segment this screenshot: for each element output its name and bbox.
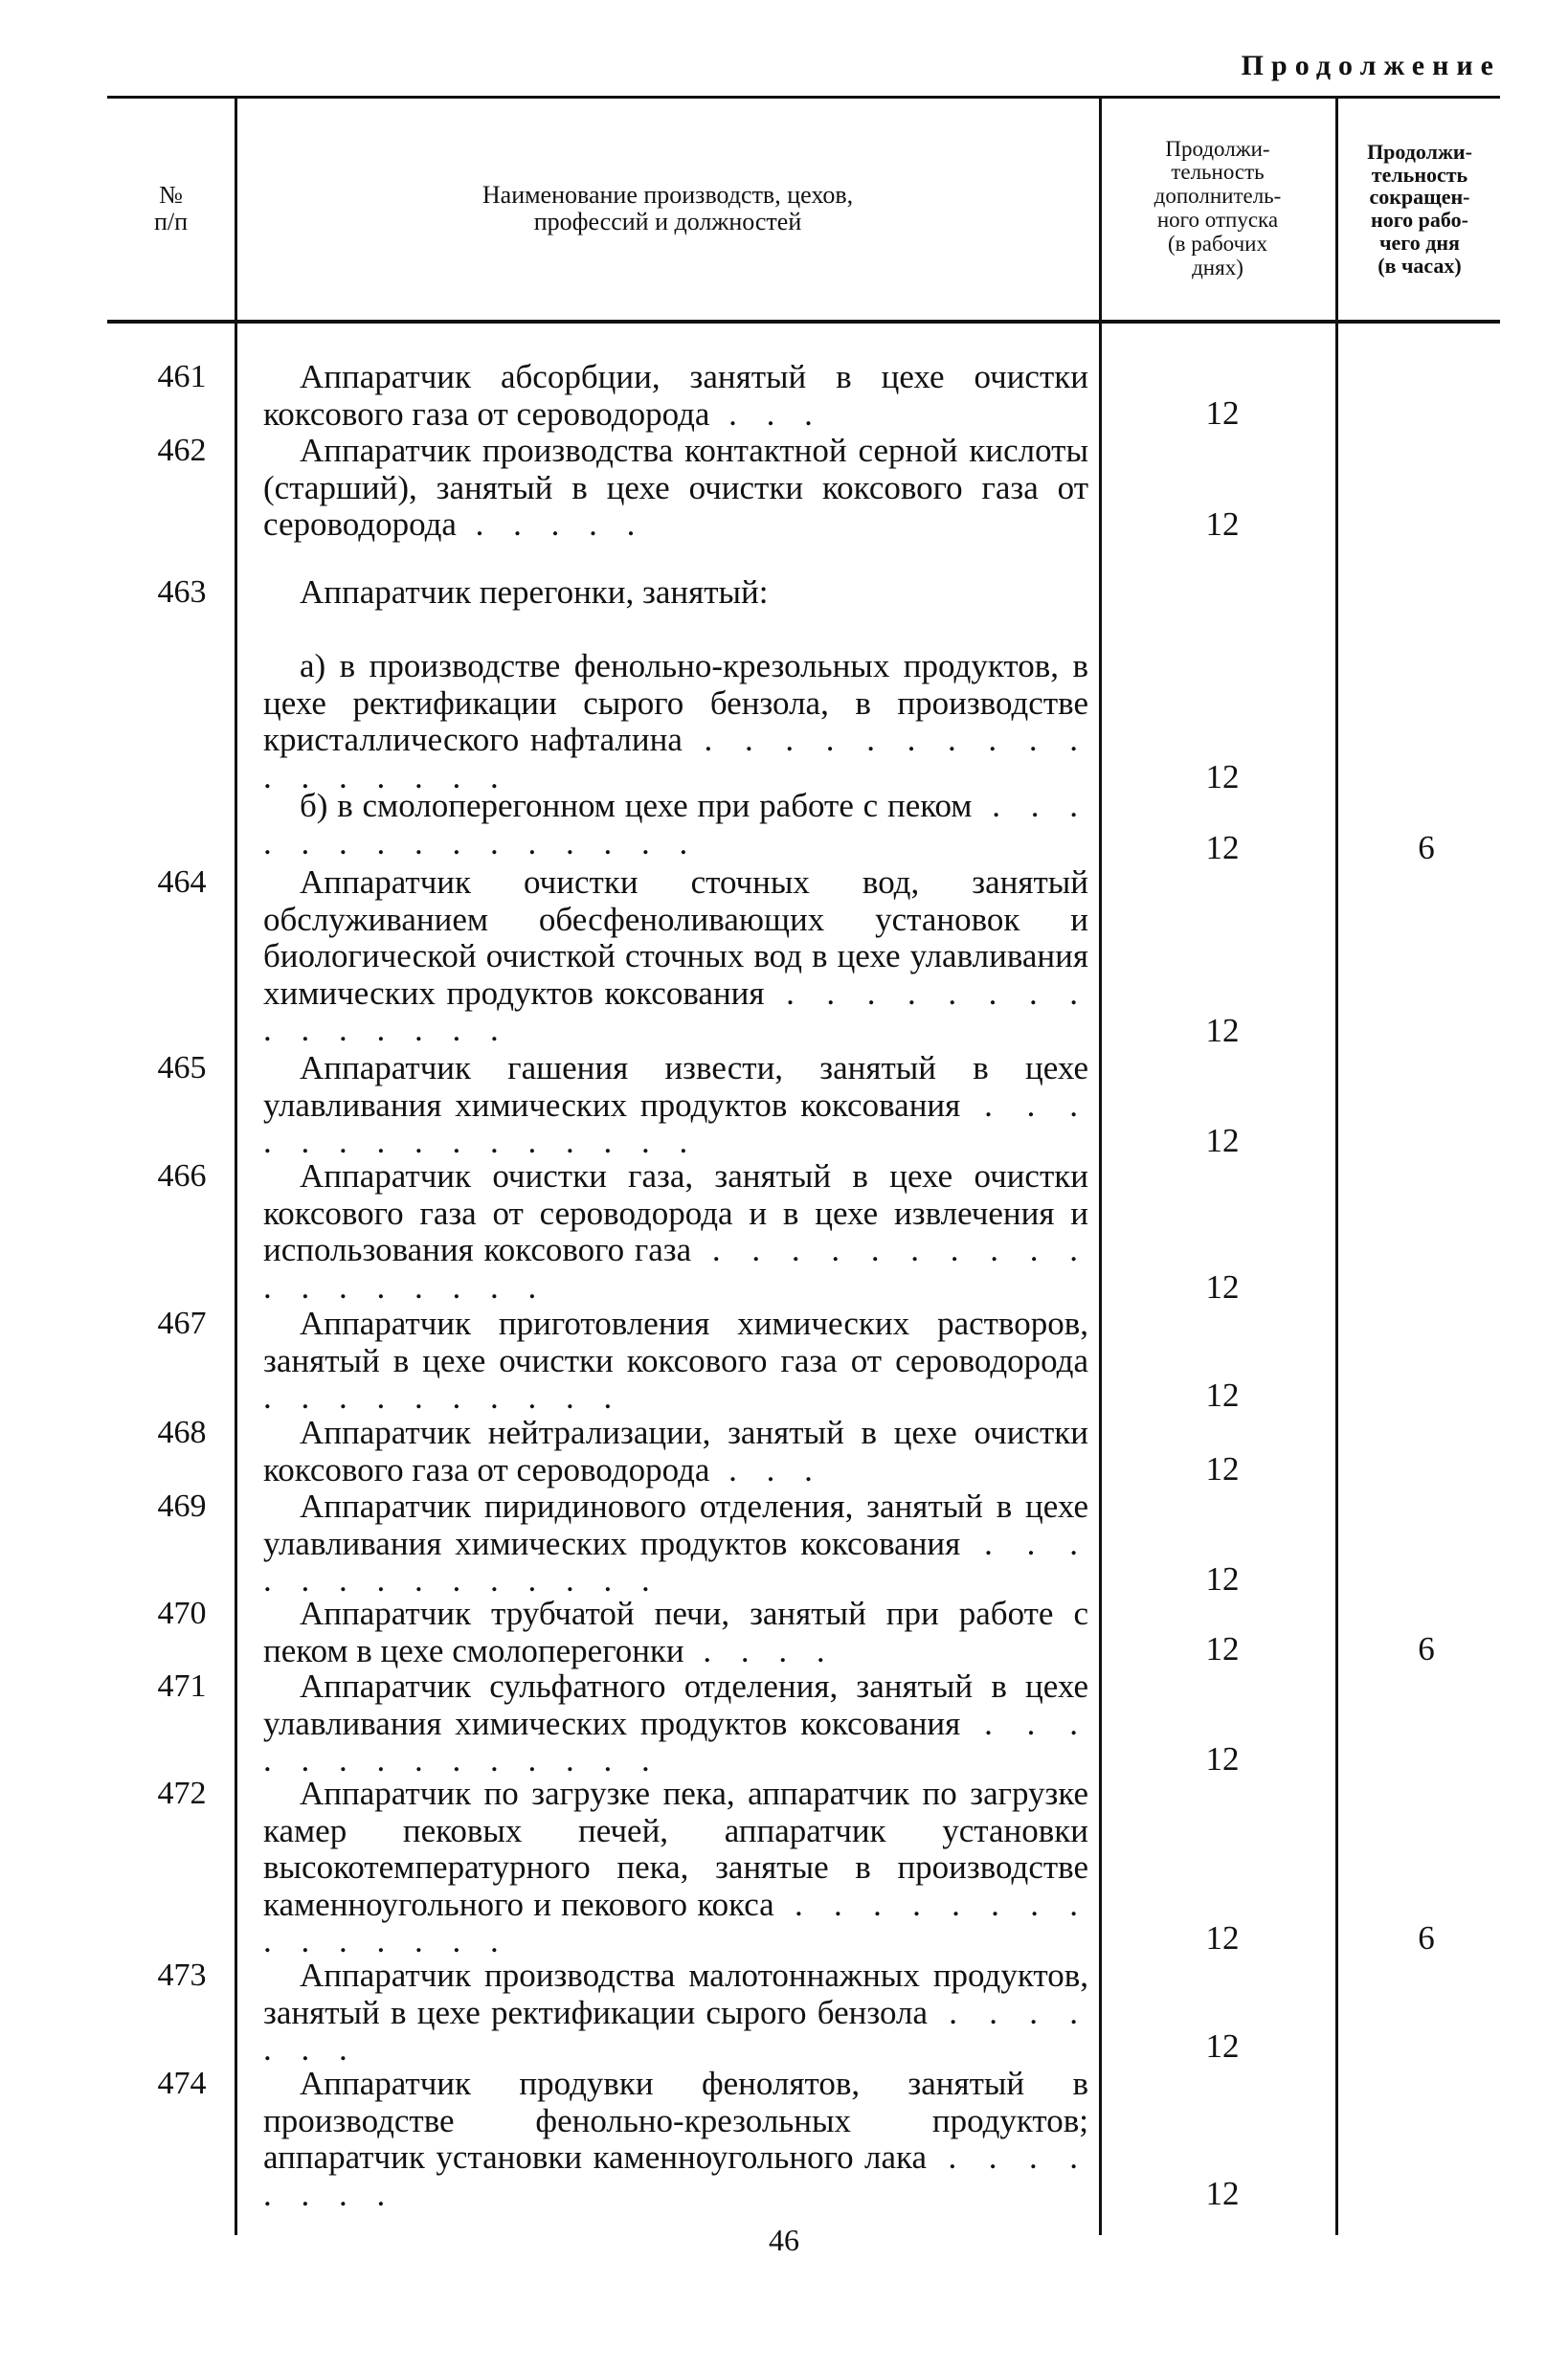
column-divider-3 — [1335, 96, 1338, 2235]
hours-value: 6 — [1418, 1919, 1435, 1957]
table-top-rule — [107, 96, 1500, 99]
continuation-label: Продолжение — [1241, 50, 1501, 81]
header-reduced-workday: Продолжи- тельность сокращен- ного рабо- чего дня (в часах) — [1367, 139, 1472, 278]
row-text: Аппаратчик перегонки, занятый: — [300, 573, 769, 611]
leave-value: 12 — [1205, 1122, 1240, 1159]
hours-value: 6 — [1418, 829, 1435, 866]
row-text: Аппаратчик продувки фенолятов, занятый в производстве фенольно-крезольных продуктов; аппаратчик установки каменноугольного лака . . . . . . . . — [263, 2065, 1088, 2213]
row-text: Аппаратчик пиридинового отделения, занятый в цехе улавливания химических продуктов коксования . . . . . . . . . . . . . . — [263, 1488, 1088, 1599]
row-number: 470 — [157, 1596, 207, 1631]
row-number: 465 — [157, 1050, 207, 1085]
leave-value: 12 — [1205, 829, 1240, 866]
row-text: б) в смолоперегонном цехе при работе с пеком . . . . . . . . . . . . . . . — [263, 787, 1088, 862]
row-number: 474 — [157, 2066, 207, 2101]
row-text: Аппаратчик абсорбции, занятый в цехе очистки коксового газа от сероводорода . . . — [263, 358, 1088, 433]
row-number: 462 — [157, 433, 207, 468]
leave-value: 12 — [1205, 758, 1240, 795]
row-number: 463 — [157, 574, 207, 610]
row-number: 461 — [157, 359, 207, 394]
header-number: № п/п — [153, 180, 189, 235]
leave-value: 12 — [1205, 1376, 1240, 1414]
row-number: 468 — [157, 1415, 207, 1450]
row-text: Аппаратчик по загрузке пека, аппаратчик по загрузке камер пековых печей, аппаратчик установки высокотемпературного пека, занятые в производстве каменноугольного и пекового кокса . . . . . . . . . . . . . . . — [263, 1775, 1088, 1959]
row-text: Аппаратчик производства контактной серной кислоты (старший), занятый в цехе очистки коксового газа от сероводорода . . . . . — [263, 432, 1088, 543]
row-text: Аппаратчик сульфатного отделения, занятый в цехе улавливания химических продуктов коксования . . . . . . . . . . . . . . — [263, 1667, 1088, 1779]
leave-value: 12 — [1205, 394, 1240, 432]
row-text: Аппаратчик трубчатой печи, занятый при работе с пеком в цехе смолоперегонки . . . . — [263, 1595, 1088, 1669]
leave-value: 12 — [1205, 1012, 1240, 1049]
hours-value: 6 — [1418, 1630, 1435, 1667]
row-text: Аппаратчик гашения извести, занятый в цехе улавливания химических продуктов коксования . . . . . . . . . . . . . . . — [263, 1049, 1088, 1160]
page-number: 46 — [769, 2223, 799, 2257]
leave-value: 12 — [1205, 1268, 1240, 1306]
row-number: 469 — [157, 1488, 207, 1524]
column-divider-1 — [235, 96, 237, 2235]
row-number: 467 — [157, 1306, 207, 1341]
row-number: 473 — [157, 1958, 207, 1993]
header-additional-leave: Продолжи- тельность дополнитель- ного отпуска (в рабочих днях) — [1154, 136, 1282, 280]
row-text: Аппаратчик нейтрализации, занятый в цехе очистки коксового газа от сероводорода . . . — [263, 1414, 1088, 1488]
row-number: 466 — [157, 1158, 207, 1194]
leave-value: 12 — [1205, 1450, 1240, 1488]
leave-value: 12 — [1205, 2027, 1240, 2065]
row-text: Аппаратчик приготовления химических растворов, занятый в цехе очистки коксового газа от сероводорода . . . . . . . . . . — [263, 1305, 1088, 1416]
row-number: 464 — [157, 864, 207, 900]
row-number: 471 — [157, 1668, 207, 1704]
leave-value: 12 — [1205, 505, 1240, 543]
header-bottom-rule — [107, 320, 1500, 324]
leave-value: 12 — [1205, 1740, 1240, 1778]
leave-value: 12 — [1205, 1630, 1240, 1667]
row-text: Аппаратчик очистки газа, занятый в цехе очистки коксового газа от сероводорода и в цехе извлечения и использования коксового газа . . . . . . . . . . . . . . . . . . — [263, 1157, 1088, 1306]
leave-value: 12 — [1205, 1560, 1240, 1598]
row-text: Аппаратчик производства малотоннажных продуктов, занятый в цехе ректификации сырого бензола . . . . . . . — [263, 1957, 1088, 2068]
leave-value: 12 — [1205, 2175, 1240, 2212]
row-text: Аппаратчик очистки сточных вод, занятый обслуживанием обесфеноливающих установок и биологической очисткой сточных вод в цехе улавливания химических продуктов коксования . . . . . . . . . . . . . . . — [263, 863, 1088, 1048]
header-name: Наименование производств, цехов, профессий и должностей — [482, 180, 854, 235]
column-divider-2 — [1099, 96, 1102, 2235]
row-number: 472 — [157, 1776, 207, 1811]
leave-value: 12 — [1205, 1919, 1240, 1957]
row-text: а) в производстве фенольно-крезольных продуктов, в цехе ректификации сырого бензола, в производстве кристаллического нафталина . . . . . . . . . . . . . . . . . — [263, 647, 1088, 795]
